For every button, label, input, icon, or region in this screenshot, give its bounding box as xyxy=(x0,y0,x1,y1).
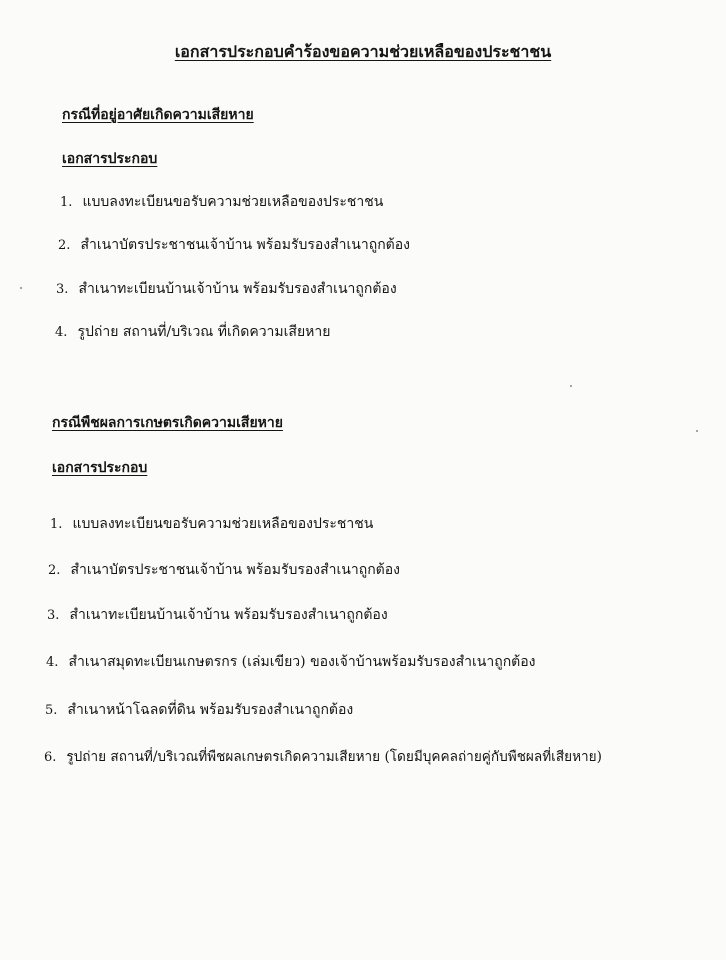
item-text: สำเนาทะเบียนบ้านเจ้าบ้าน พร้อมรับรองสำเนาถูกต้อง xyxy=(78,281,397,297)
section-subheading-agriculture: เอกสารประกอบ xyxy=(52,460,148,476)
item-number: 1. xyxy=(50,517,63,532)
scan-speck xyxy=(570,385,572,387)
list-item xyxy=(46,653,536,672)
item-text: สำเนาสมุดทะเบียนเกษตรกร (เล่มเขียว) ของเจ้าบ้านพร้อมรับรองสำเนาถูกต้อง xyxy=(68,654,536,670)
item-number: 3. xyxy=(56,282,69,297)
section-subheading-residence: เอกสารประกอบ xyxy=(62,151,158,167)
item-text: สำเนาบัตรประชาชนเจ้าบ้าน พร้อมรับรองสำเนาถูกต้อง xyxy=(80,237,411,253)
item-number: 5. xyxy=(45,703,58,718)
item-number: 4. xyxy=(55,325,68,340)
list-item xyxy=(48,561,400,580)
list-item xyxy=(50,515,373,534)
list-item xyxy=(47,606,388,625)
section-heading-residence: กรณีที่อยู่อาศัยเกิดความเสียหาย xyxy=(62,107,254,123)
list-item xyxy=(45,701,353,720)
item-text: รูปถ่าย สถานที่/บริเวณที่พืชผลเกษตรเกิดความเสียหาย (โดยมีบุคคลถ่ายคู่กับพืชผลที่เสียหาย) xyxy=(66,749,602,765)
item-text: สำเนาบัตรประชาชนเจ้าบ้าน พร้อมรับรองสำเนาถูกต้อง xyxy=(70,562,401,578)
list-item xyxy=(58,236,410,255)
list-item xyxy=(55,323,330,342)
item-number: 6. xyxy=(44,750,57,765)
item-text: สำเนาหน้าโฉลดที่ดิน พร้อมรับรองสำเนาถูกต้อง xyxy=(67,702,354,718)
item-text: สำเนาทะเบียนบ้านเจ้าบ้าน พร้อมรับรองสำเนาถูกต้อง xyxy=(69,607,388,623)
item-text: แบบลงทะเบียนขอรับความช่วยเหลือของประชาชน xyxy=(72,516,374,532)
section-heading-agriculture: กรณีพืชผลการเกษตรเกิดความเสียหาย xyxy=(52,415,283,431)
item-text: แบบลงทะเบียนขอรับความช่วยเหลือของประชาชน xyxy=(82,194,384,210)
list-item xyxy=(44,748,602,767)
item-number: 3. xyxy=(47,608,60,623)
document-title: เอกสารประกอบคำร้องขอความช่วยเหลือของประชาชน xyxy=(174,42,552,61)
item-text: รูปถ่าย สถานที่/บริเวณ ที่เกิดความเสียหาย xyxy=(77,324,331,340)
scan-speck xyxy=(20,287,22,289)
item-number: 2. xyxy=(58,238,71,253)
scan-speck xyxy=(696,430,698,432)
item-number: 1. xyxy=(60,195,73,210)
list-item xyxy=(60,193,383,212)
item-number: 4. xyxy=(46,655,59,670)
list-item xyxy=(56,280,397,299)
item-number: 2. xyxy=(48,563,61,578)
